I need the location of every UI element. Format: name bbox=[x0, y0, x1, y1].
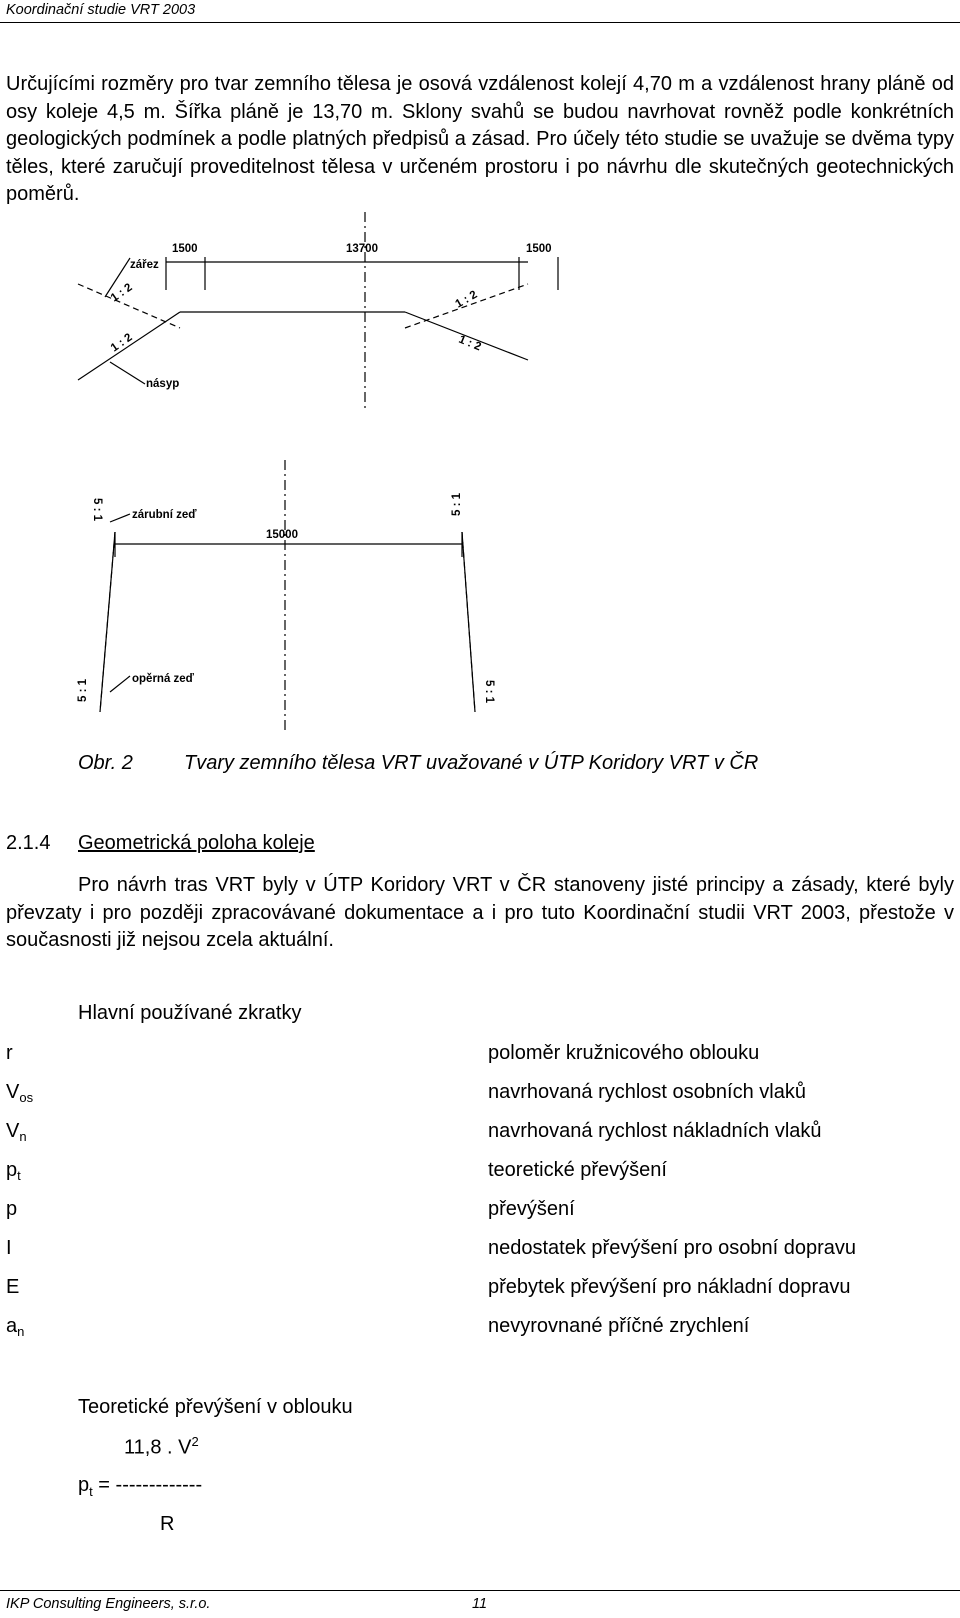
dim-center-top: 13700 bbox=[346, 243, 378, 255]
slope-upper-left: 1 : 2 bbox=[108, 281, 135, 305]
label-fill: násyp bbox=[146, 378, 180, 390]
section-number: 2.1.4 bbox=[6, 832, 51, 854]
abbr-row: I nedostatek převýšení pro osobní dopravu bbox=[6, 1237, 857, 1259]
header-title: Koordinační studie VRT 2003 bbox=[6, 2, 196, 18]
abbr-row: r poloměr kružnicového oblouku bbox=[6, 1042, 760, 1064]
abbr-row: E přebytek převýšení pro nákladní dopravu bbox=[6, 1276, 851, 1298]
figure-caption-number: Obr. 2 bbox=[78, 752, 133, 774]
abbr-row: p převýšení bbox=[6, 1198, 575, 1220]
page-footer bbox=[0, 1590, 960, 1618]
formula-denominator: R bbox=[160, 1513, 175, 1535]
label-support-wall: opěrná zeď bbox=[132, 673, 194, 685]
abbr-row: $a_n$ nevyrovnané příčné zrychlení bbox=[6, 1315, 750, 1339]
dim-right-top: 1500 bbox=[526, 243, 552, 255]
figure-caption-text: Tvary zemního tělesa VRT uvažované v ÚTP Koridory VRT v ČR bbox=[184, 752, 759, 774]
intro-paragraph: Určujícími rozměry pro tvar zemního tělesa je osová vzdálenost kolejí 4,70 m a vzdálenost hrany pláně od osy koleje 4,5 m. Šířka pláně je 13,70 m. Sklony svahů se budou navrhovat rovněž podle konkrétních geologických podmínek a podle platných předpisů a zásad. Pro účely této studie se uvažuje se dvěma typy těles, které zaručují proveditelnost tělesa v určeném prostoru i po návrhu dle skutečných geotechnických poměrů. bbox=[6, 73, 954, 205]
footer-page-number: 11 bbox=[472, 1596, 488, 1612]
formula-lhs: $p_t$ = ------------- bbox=[78, 1474, 203, 1499]
label-cut: zářez bbox=[130, 259, 159, 271]
abbr-row: $V_{os}$ navrhovaná rychlost osobních vlaků bbox=[6, 1081, 806, 1105]
formula-numerator: 11,8 . $V^2$ bbox=[124, 1434, 199, 1459]
footer-company: IKP Consulting Engineers, s.r.o. bbox=[6, 1596, 211, 1612]
dim-center-bottom: 15000 bbox=[266, 529, 298, 541]
dim-left-top: 1500 bbox=[172, 243, 198, 255]
page-header bbox=[0, 0, 960, 23]
slope-upper-right: 1 : 2 bbox=[453, 288, 480, 311]
support-wall-right bbox=[462, 532, 475, 712]
section-paragraph: Pro návrh tras VRT byly v ÚTP Koridory VRT v ČR stanoveny jisté principy a zásady, které byly převzaty i pro později zpracovávané dokumentace a i pro tuto Koordinační studii VRT 2003, přestože v současnosti již nejsou zcela aktuální. bbox=[6, 874, 954, 951]
slope-lower-left: 1 : 2 bbox=[108, 331, 135, 355]
abbr-row: $V_n$ navrhovaná rychlost nákladních vlaků bbox=[6, 1120, 822, 1144]
formula-heading: Teoretické převýšení v oblouku bbox=[78, 1396, 353, 1418]
section-title bbox=[78, 832, 315, 855]
abbr-row: $p_t$ teoretické převýšení bbox=[6, 1159, 667, 1183]
slope-upper-left-bottom: 5 : 1 bbox=[91, 498, 103, 522]
slope-lower-right: 1 : 2 bbox=[456, 333, 483, 354]
support-wall-left bbox=[100, 532, 115, 712]
section-title-text: Geometrická poloha koleje bbox=[78, 832, 315, 854]
slope-upper-right-bottom: 5 : 1 bbox=[451, 492, 463, 516]
fill-slope-left bbox=[78, 312, 180, 380]
label-retaining-wall: zárubní zeď bbox=[132, 509, 197, 521]
slope-lower-right-bottom: 5 : 1 bbox=[483, 680, 495, 704]
slope-lower-left-bottom: 5 : 1 bbox=[77, 678, 89, 702]
abbreviations-heading: Hlavní používané zkratky bbox=[78, 1002, 302, 1024]
cross-section-figure bbox=[70, 212, 552, 732]
